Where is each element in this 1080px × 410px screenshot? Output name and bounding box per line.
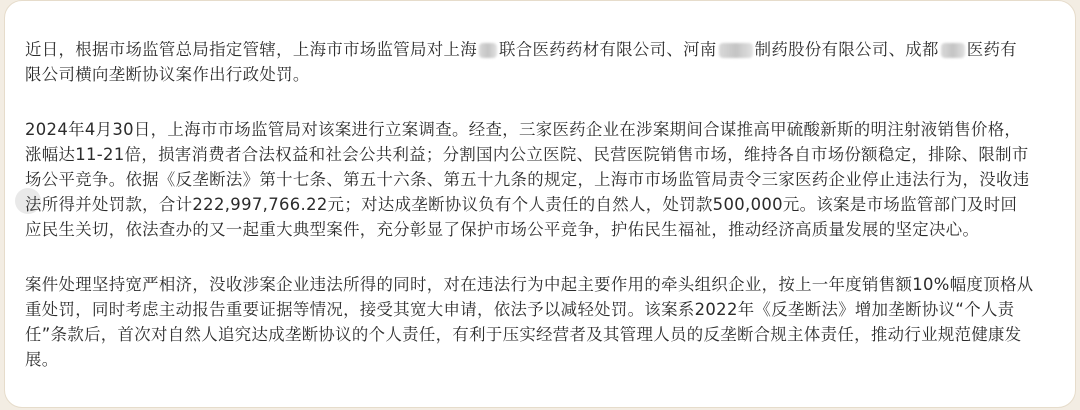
- redacted-text: [941, 43, 965, 58]
- paragraph-3: [25, 272, 1065, 372]
- paragraph-1-line-1: [25, 37, 1065, 62]
- paragraph-2-line-3: 场公平竞争。依据《反垄断法》第十七条、第五十六条、第五十九条的规定，上海市市场监管局责令三家医药企业停止违法行为，没收违: [25, 170, 1030, 189]
- redacted-text: [719, 43, 753, 58]
- paragraph-3-line-4: 展。: [25, 350, 59, 369]
- paragraph-2-line-2: 涨幅达11-21倍，损害消费者合法权益和社会公共利益；分割国内公立医院、民营医院销售市场，维持各自市场份额稳定，排除、限制市: [25, 145, 1029, 164]
- paragraph-2-line-1: 2024年4月30日，上海市市场监管局对该案进行立案调查。经查，三家医药企业在涉案期间合谋推高甲硫酸新斯的明注射液销售价格，: [25, 120, 1022, 139]
- text-run: 近日，根据市场监管总局指定管辖，上海市市场监管局对上海: [25, 40, 477, 59]
- article-card: [4, 0, 1076, 408]
- paragraph-2-line-5: 应民生关切，依法查办的又一起重大典型案件，充分彰显了保护市场公平竞争，护佑民生福祉，推动经济高质量发展的坚定决心。: [25, 220, 980, 239]
- paragraph-3-line-1: 案件处理坚持宽严相济，没收涉案企业违法所得的同时，对在违法行为中起主要作用的牵头组织企业，按上一年度销售额10%幅度顶格从: [25, 275, 1034, 294]
- paragraph-2-line-4: 法所得并处罚款，合计222,997,766.22元；对达成垄断协议负有个人责任的自然人，处罚款500,000元。该案是市场监管部门及时回: [25, 195, 1018, 214]
- text-run: 制药股份有限公司、成都: [754, 40, 939, 59]
- paragraph-1: [25, 37, 1065, 87]
- paragraph-3-line-2: 重处罚，同时考虑主动报告重要证据等情况，接受其宽大申请，依法予以减轻处罚。该案系2022年《反垄断法》增加垄断协议“个人责: [25, 300, 1015, 319]
- text-run: 联合医药药材有限公司、河南: [499, 40, 717, 59]
- redacted-text: [479, 43, 497, 58]
- paragraph-3-line-3: 任”条款后，首次对自然人追究达成垄断协议的个人责任，有利于压实经营者及其管理人员的反垄断合规主体责任，推动行业规范健康发: [25, 325, 1022, 344]
- text-run: 医药有: [966, 40, 1018, 59]
- paragraph-2: [25, 117, 1065, 242]
- paragraph-1-line-2: 限公司横向垄断协议案作出行政处罚。: [25, 65, 310, 84]
